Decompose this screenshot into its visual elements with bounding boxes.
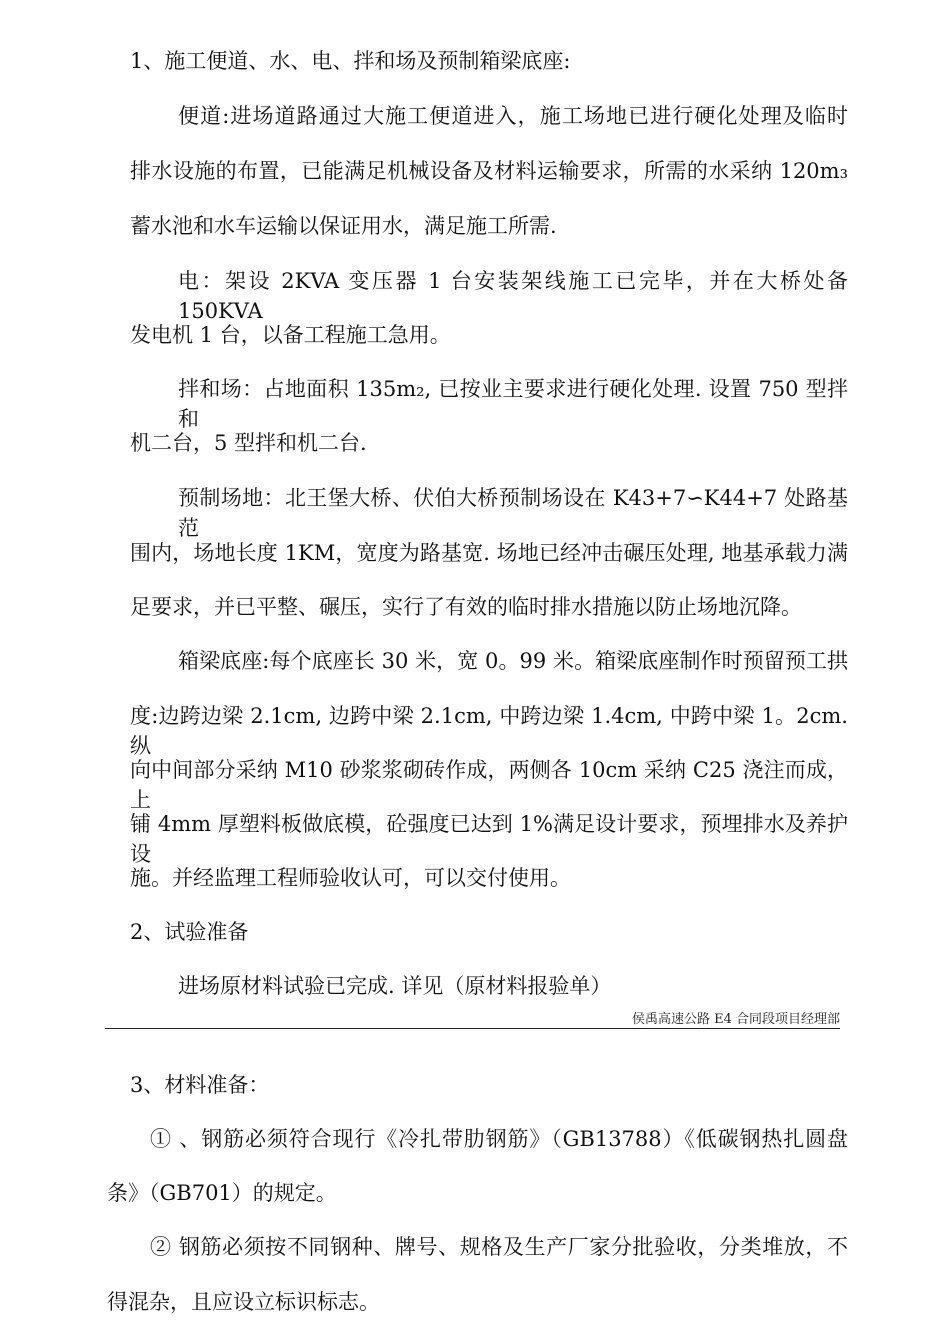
- heading-1: 1、施工便道、水、电、拌和场及预制箱梁底座:: [130, 49, 571, 73]
- heading-3: 3、材料准备：: [130, 1073, 270, 1097]
- paragraph-line: 箱梁底座:每个底座长 30 米，宽 0。99 米。箱梁底座制作时预留预工拱: [178, 649, 848, 673]
- paragraph-line: 向中间部分采纳 M10 砂浆浆砌砖作成，两侧各 10cm 采纳 C25 浇注而成，上: [130, 758, 848, 812]
- paragraph-line: 拌和场：占地面积 135m₂, 已按业主要求进行硬化处理. 设置 750 型拌和: [178, 377, 848, 431]
- paragraph-line: 度:边跨边梁 2.1cm, 边跨中梁 2.1cm, 中跨边梁 1.4cm, 中跨中梁 1。2cm. 纵: [130, 704, 848, 758]
- heading-2: 2、试验准备: [130, 920, 249, 944]
- paragraph-line: 预制场地：北王堡大桥、伏伯大桥预制场设在 K43+7∽K44+7 处路基范: [178, 486, 848, 540]
- paragraph-line: 发电机 1 台，以备工程施工急用。: [130, 323, 451, 347]
- paragraph-line: 进场原材料试验已完成. 详见（原材料报验单）: [178, 974, 612, 998]
- paragraph-line: 铺 4mm 厚塑料板做底模，砼强度已达到 1%满足设计要求，预埋排水及养护设: [130, 812, 848, 866]
- paragraph-line: 机二台，5 型拌和机二台.: [130, 431, 367, 455]
- page-footer: 侯禹高速公路 E4 合同段项目经理部: [631, 1012, 840, 1027]
- paragraph-line: 排水设施的布置，已能满足机械设备及材料运输要求，所需的水采纳 120m₃: [130, 159, 848, 183]
- footer-divider: [105, 1028, 840, 1029]
- list-item-line: 得混杂，且应设立标识标志。: [107, 1290, 380, 1314]
- list-item-line: 条》（GB701）的规定。: [107, 1181, 337, 1205]
- list-item-line: ② 钢筋必须按不同钢种、牌号、规格及生产厂家分批验收，分类堆放，不: [150, 1235, 848, 1259]
- paragraph-line: 足要求，并已平整、碾压，实行了有效的临时排水措施以防止场地沉降。: [130, 595, 802, 619]
- paragraph-line: 蓄水池和水车运输以保证用水，满足施工所需.: [130, 214, 557, 238]
- paragraph-line: 电：架设 2KVA 变压器 1 台安装架线施工已完毕，并在大桥处备 150KVA: [178, 269, 848, 323]
- paragraph-line: 施。并经监理工程师验收认可，可以交付使用。: [130, 866, 571, 890]
- list-item-line: ① 、钢筋必须符合现行《冷扎带肋钢筋》（GB13788）《低碳钢热扎圆盘: [150, 1127, 848, 1151]
- paragraph-line: 便道:进场道路通过大施工便道进入，施工场地已进行硬化处理及临时: [178, 104, 848, 128]
- paragraph-line: 围内，场地长度 1KM，宽度为路基宽. 场地已经冲击碾压处理, 地基承载力满: [130, 541, 848, 565]
